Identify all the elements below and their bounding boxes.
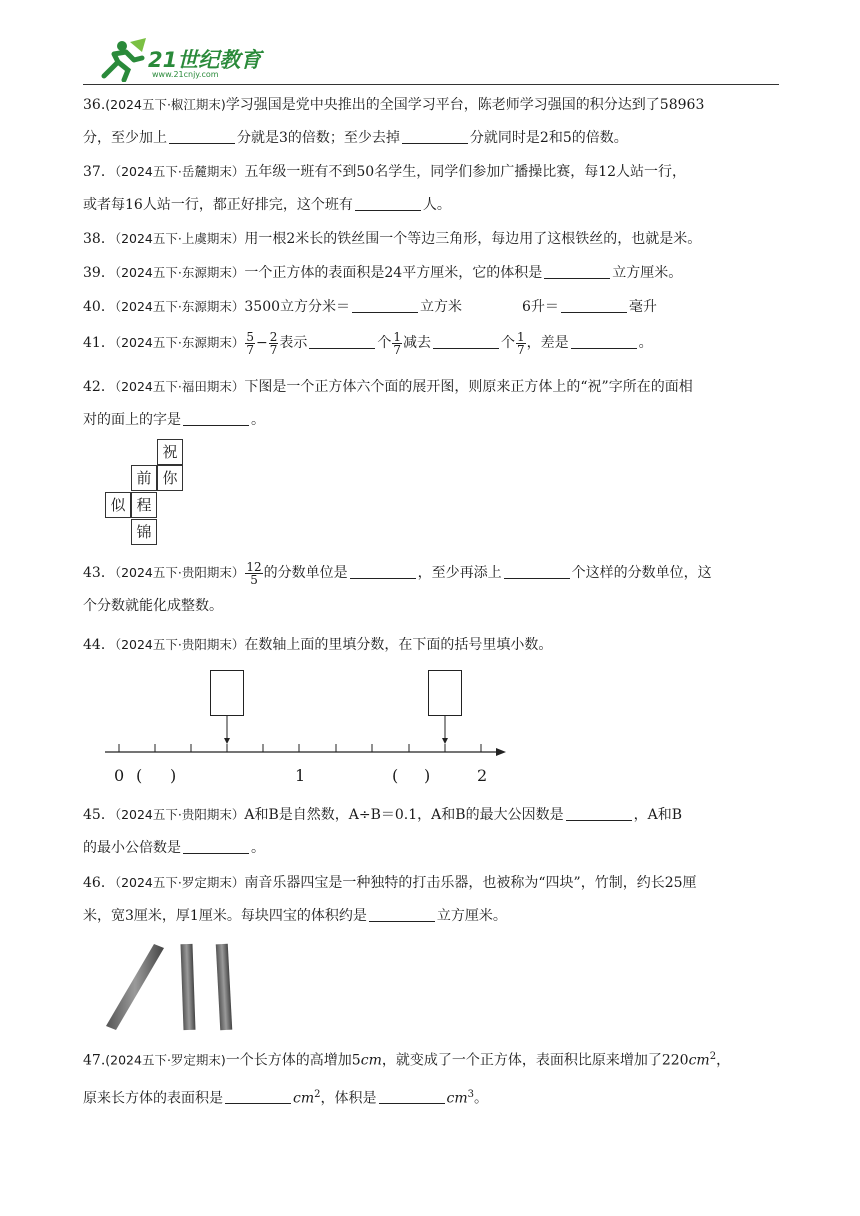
answer-blank[interactable]	[379, 1089, 445, 1104]
logo	[100, 38, 262, 84]
question-40	[83, 290, 783, 324]
unit: cm	[360, 1052, 382, 1069]
answer-blank[interactable]	[350, 564, 416, 579]
sipao-instrument-image	[102, 940, 248, 1032]
question-text: 的最小公倍数是	[83, 840, 181, 856]
paren-close: )	[170, 766, 177, 785]
fraction: $\frac{12}{5}$	[246, 559, 262, 587]
answer-blank[interactable]	[369, 907, 435, 922]
net-face: 祝	[157, 439, 183, 465]
question-number: 47.	[83, 1052, 106, 1069]
question-42	[83, 370, 783, 437]
question-text: 个这样的分数单位，这	[571, 565, 712, 581]
question-text: ，A和B	[633, 807, 682, 823]
question-41	[83, 326, 783, 360]
question-text: 原来长方体的表面积是	[83, 1090, 223, 1107]
answer-blank[interactable]	[309, 334, 375, 349]
question-number: 40．	[83, 299, 115, 315]
question-source: （2024五下·上虞期末）	[114, 231, 245, 246]
question-text: 对的面上的字是	[83, 412, 181, 428]
question-44	[83, 628, 783, 662]
answer-blank[interactable]	[571, 334, 637, 349]
question-source: (2024五下·椒江期末)	[105, 97, 226, 112]
unit: cm	[688, 1052, 710, 1069]
fraction: $\frac{2}{7}$	[269, 329, 278, 357]
question-text: 人。	[422, 197, 451, 213]
answer-blank[interactable]	[355, 196, 421, 211]
question-text: 分就同时是2和5的倍数。	[469, 130, 628, 146]
question-number: 46．	[83, 875, 115, 891]
question-text: 。	[474, 1090, 488, 1107]
logo-url: www.21cnjy.com	[152, 70, 219, 79]
question-number: 41．	[83, 335, 115, 351]
question-text: 个	[501, 335, 516, 351]
question-text: 3500立方分米＝	[244, 299, 351, 315]
question-text: 毫升	[628, 299, 657, 315]
exponent: 2	[709, 1051, 717, 1062]
question-source: （2024五下·罗定期末）	[114, 875, 245, 890]
question-number: 38．	[83, 231, 115, 247]
answer-blank[interactable]	[169, 129, 235, 144]
question-text: 。	[251, 412, 265, 428]
question-text: 。	[251, 840, 265, 856]
question-text: ，就变成了一个正方体，表面积比原来增加了220	[381, 1052, 689, 1069]
answer-blank[interactable]	[183, 411, 249, 426]
exponent: 2	[314, 1088, 321, 1100]
question-source: （2024五下·贵阳期末）	[114, 637, 245, 652]
number-line	[100, 668, 510, 798]
question-45	[83, 798, 783, 865]
net-face: 锦	[131, 519, 157, 545]
question-text: 下图是一个正方体六个面的展开图，则原来正方体上的“祝”字所在的面相	[244, 379, 693, 395]
net-face: 你	[157, 465, 183, 491]
tick-label-1: 1	[295, 766, 306, 785]
answer-blank[interactable]	[183, 839, 249, 854]
question-text: 立方厘米。	[612, 265, 683, 281]
question-39	[83, 256, 783, 290]
question-source: （2024五下·贵阳期末）	[114, 565, 245, 580]
runner-logo-icon	[100, 38, 148, 82]
question-text: 。	[638, 335, 653, 351]
answer-blank[interactable]	[566, 806, 632, 821]
question-text: 或者每16人站一行，都正好排完，这个班有	[83, 197, 353, 213]
question-text: A和B是自然数，A÷B＝0.1，A和B的最大公因数是	[244, 807, 564, 823]
question-text: 一个正方体的表面积是24平方厘米，它的体积是	[244, 265, 543, 281]
minus-sign: −	[256, 335, 268, 351]
question-source: (2024五下·罗定期末)	[105, 1052, 226, 1068]
question-number: 42．	[83, 379, 115, 395]
question-text: 一个长方体的高增加5	[225, 1052, 361, 1069]
question-source: （2024五下·岳麓期末）	[114, 164, 245, 179]
question-source: （2024五下·贵阳期末）	[114, 807, 245, 822]
paren-open: (	[136, 766, 143, 785]
question-text: ，体积是	[320, 1090, 377, 1107]
question-number: 44．	[83, 637, 115, 653]
question-number: 39．	[83, 265, 115, 281]
question-text: ，至少再添上	[417, 565, 502, 581]
question-number: 37．	[83, 164, 115, 180]
question-source: （2024五下·东源期末）	[114, 299, 245, 314]
question-47	[83, 1040, 783, 1115]
tick-label-0: 0	[114, 766, 125, 785]
fraction: $\frac{1}{7}$	[393, 329, 402, 357]
fraction: $\frac{1}{7}$	[517, 329, 525, 357]
exponent: 3	[467, 1088, 474, 1100]
question-source: （2024五下·东源期末）	[114, 335, 245, 350]
question-number: 45．	[83, 807, 115, 823]
question-text: 立方厘米。	[436, 908, 507, 924]
question-text: 在数轴上面的里填分数，在下面的括号里填小数。	[244, 637, 553, 653]
number-line-axis	[100, 668, 510, 768]
answer-blank[interactable]	[225, 1089, 291, 1104]
answer-blank[interactable]	[504, 564, 570, 579]
question-text: ，	[716, 1052, 731, 1069]
question-text: 个分数就能化成整数。	[83, 598, 223, 614]
question-text: 南音乐器四宝是一种独特的打击乐器，也被称为“四块”，竹制，约长25厘	[244, 875, 697, 891]
answer-blank[interactable]	[402, 129, 468, 144]
question-text: 分，至少加上	[83, 130, 167, 146]
question-number: 43．	[83, 565, 115, 581]
page-header	[100, 38, 780, 86]
question-text: 用一根2米长的铁丝围一个等边三角形，每边用了这根铁丝的，也就是米。	[244, 231, 702, 247]
question-text: 立方米	[420, 299, 463, 315]
question-source: （2024五下·东源期末）	[114, 265, 245, 280]
question-46	[83, 866, 783, 933]
logo-text: 21世纪教育	[148, 48, 262, 72]
question-text: 减去	[403, 335, 432, 351]
question-text: 米，宽3厘米，厚1厘米。每块四宝的体积约是	[83, 908, 367, 924]
net-face: 程	[131, 492, 157, 518]
question-text: 的分数单位是	[263, 565, 348, 581]
question-text: 五年级一班有不到50名学生，同学们参加广播操比赛，每12人站一行，	[244, 164, 687, 180]
question-text: 表示	[279, 335, 308, 351]
question-text: ，差是	[526, 335, 569, 351]
answer-blank[interactable]	[544, 264, 610, 279]
question-38	[83, 222, 783, 256]
fraction: $\frac{5}{7}$	[246, 329, 255, 357]
net-face: 前	[131, 465, 157, 491]
question-number: 36.	[83, 97, 106, 113]
tick-label-2: 2	[477, 766, 488, 785]
net-face: 似	[105, 492, 131, 518]
unit: cm	[293, 1090, 315, 1107]
unit: cm	[446, 1090, 468, 1107]
question-text: 学习强国是党中央推出的全国学习平台，陈老师学习强国的积分达到了58963	[225, 97, 705, 113]
answer-blank[interactable]	[433, 334, 499, 349]
question-text: 分就是3的倍数；至少去掉	[237, 130, 400, 146]
question-43	[83, 556, 783, 623]
question-source: （2024五下·福田期末）	[114, 379, 245, 394]
question-text: 个	[377, 335, 392, 351]
paren-open: (	[392, 766, 399, 785]
answer-blank[interactable]	[561, 298, 627, 313]
answer-blank[interactable]	[352, 298, 418, 313]
paren-close: )	[424, 766, 431, 785]
question-37	[83, 155, 783, 222]
question-text: 6升＝	[522, 299, 559, 315]
header-divider	[83, 84, 779, 85]
question-36	[83, 88, 783, 155]
